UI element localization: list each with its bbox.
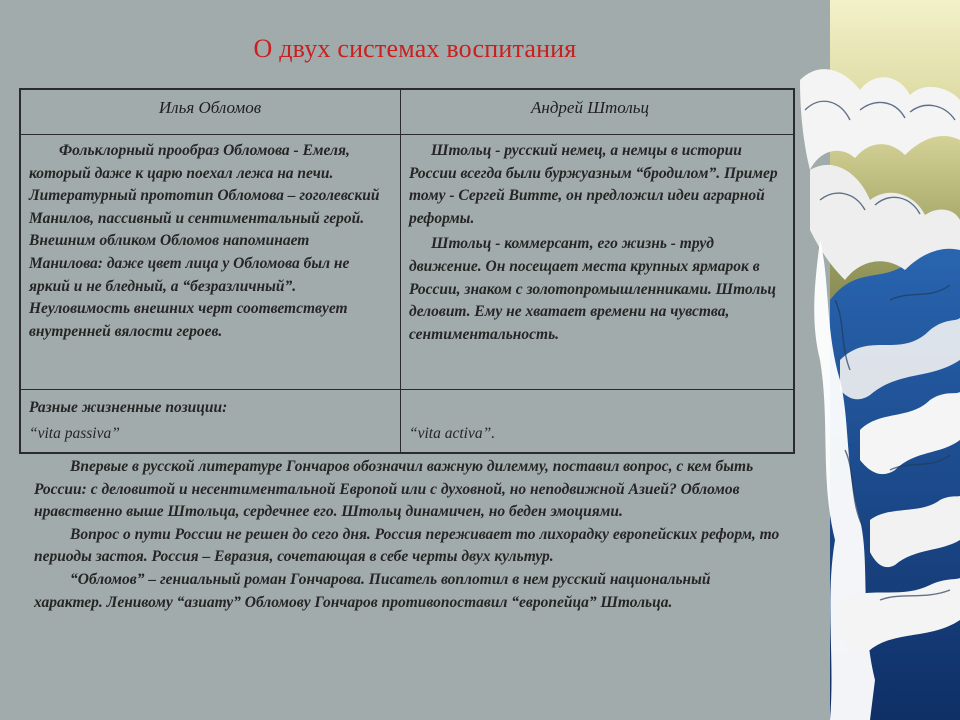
stolz-position: “vita activa”. — [409, 425, 496, 442]
conclusion-paragraph-1: Впервые в русской литературе Гончаров обозначил важную дилемму, поставил вопрос, с кем быть России: с деловитой и несентиментальной Европой или с духовной, но неподвижной Азией? Обломов нравственно выше Штольца, сердечнее его. Штольц динамичен, но беден эмоциями. — [34, 458, 754, 521]
conclusion-text — [34, 456, 780, 614]
oblomov-position: “vita passiva” — [29, 425, 120, 442]
oblomov-description — [29, 140, 381, 343]
header-stolz: Андрей Штольц — [531, 98, 649, 117]
oblomov-description-text: Фольклорный прообраз Обломова - Емеля, который даже к царю поехал лежа на печи. Литературный прототип Обломова – гоголевский Манилов, пассивный и сентиментальный герой. Внешним обликом Обломов напоминает Манилова: даже цвет лица у Обломова был не яркий и не бледный, а “безразличный”. Неуловимость внешних черт соответствует внутренней вялости героев. — [29, 142, 380, 340]
conclusion-paragraph-2: Вопрос о пути России не решен до сего дня. Россия переживает то лихорадку европейских реформ, то периоды застоя. Россия – Евразия, сочетающая в себе черты двух культур. — [34, 525, 780, 566]
conclusion-paragraph-3: “Обломов” – гениальный роман Гончарова. Писатель воплотил в нем русский национальный характер. Ленивому “азиату” Обломову Гончаров противопоставил “европейца” Штольца. — [34, 570, 711, 611]
stolz-description-text-1: Штольц - русский немец, а немцы в истории России всегда были буржуазным “бродилом”. Пример тому - Сергей Витте, он предложил идеи аграрной реформы. — [409, 142, 778, 227]
column-divider — [400, 90, 401, 452]
slide-title: О двух системах воспитания — [253, 34, 577, 63]
row-divider — [21, 389, 793, 390]
header-oblomov: Илья Обломов — [158, 98, 262, 117]
life-positions-label: Разные жизненные позиции: — [29, 399, 228, 416]
wave-illustration — [800, 0, 960, 720]
stolz-description-text-2: Штольц - коммерсант, его жизнь - труд движение. Он посещает места крупных ярмарок в России, знаком с золотопромышленниками. Штольц деловит. Ему не хватает времени на чувства, сентиментальность. — [409, 235, 777, 343]
comparison-table — [19, 88, 795, 454]
header-divider — [21, 134, 793, 135]
stolz-description — [409, 140, 779, 346]
